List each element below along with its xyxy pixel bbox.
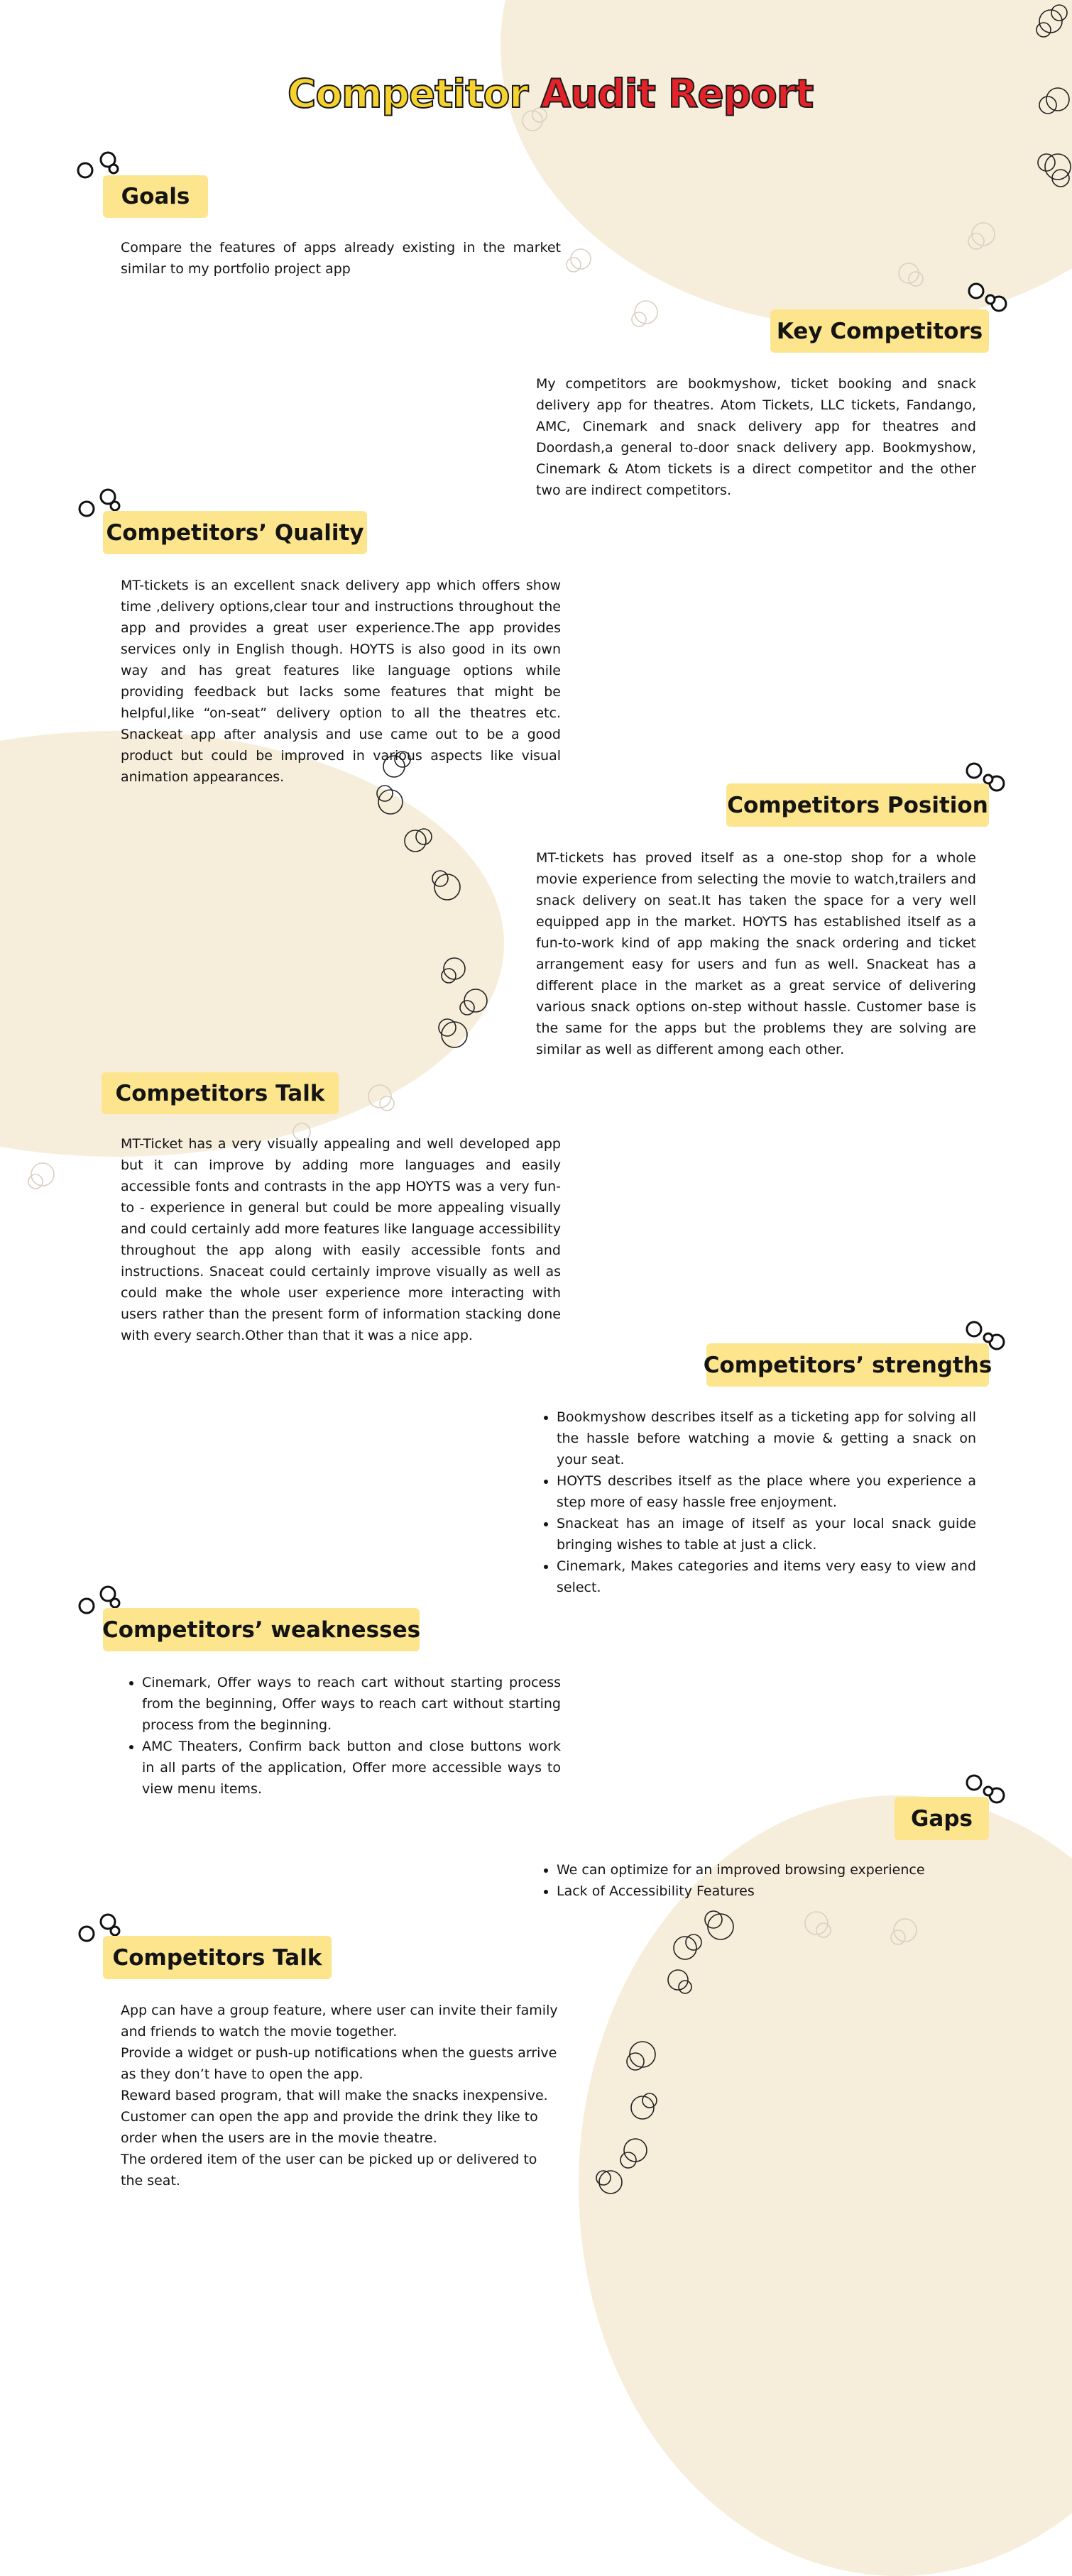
talk-line-5: The ordered item of the user can be picked up or delivered to the seat. <box>121 2152 537 2189</box>
strength-item-2: • HOYTS describes itself as the place where you experience a step more of easy hassle free enjoyment. <box>557 1470 976 1513</box>
weaknesses-heading: Competitors’ weaknesses <box>103 1608 420 1651</box>
weakness-item-2: • AMC Theaters, Confirm back button and close buttons work in all parts of the application, Offer more accessible ways to view menu items. <box>142 1736 561 1800</box>
gap-item-1: • We can optimize for an improved browsing experience <box>557 1859 976 1881</box>
gaps-list <box>540 1859 976 1902</box>
key-competitors-text: My competitors are bookmyshow, ticket booking and snack delivery app for theatres. Atom Tickets, LLC tickets, Fandango, AMC, Cinemark and snack delivery app for theatres and Doordash,a general to-door snack delivery app. Bookmyshow, Cinemark & Atom tickets is a direct competitor and the other two are indirect competitors. <box>536 376 976 498</box>
strength-item-3: • Snackeat has an image of itself as your local snack guide bringing wishes to table at just a click. <box>557 1513 976 1556</box>
strength-item-1: • Bookmyshow describes itself as a ticketing app for solving all the hassle before watching a movie & getting a snack on your seat. <box>557 1407 976 1470</box>
talk-line-4: Customer can open the app and provide the drink they like to order when the users are in the movie theatre. <box>121 2109 538 2146</box>
quality-text: MT-tickets is an excellent snack delivery app which offers show time ,delivery options,clear tour and instructions throughout the app and provides a great user experience.The app provides services only in English though. HOYTS is also good in its own way and has great features like language options while providing feedback but lacks some features that might be helpful,like “on-seat” delivery option to all the theatres etc. Snackeat app after analysis and use came out to be a good product but could be improved in various aspects like visual animation appearances. <box>121 578 561 785</box>
weaknesses-list <box>125 1672 561 1800</box>
talk-text-2 <box>121 2000 561 2191</box>
page-title-part1: Competitor <box>288 71 528 116</box>
talk-line-1: App can have a group feature, where user can invite their family and friends to watch the movie together. <box>121 2003 558 2040</box>
talk-line-2: Provide a widget or push-up notifications when the guests arrive as they don’t have to open the app. <box>121 2045 557 2082</box>
gap-item-2: • Lack of Accessibility Features <box>557 1881 976 1902</box>
goals-heading: Goals <box>103 175 208 218</box>
page-title <box>288 71 813 116</box>
talk-text-1: MT-Ticket has a very visually appealing and well developed app but it can improve by adding more languages and easily accessible fonts and contrasts in the app HOYTS was a very fun-to - experience in general but could be more appealing visually and could certainly add more features like language accessibility throughout the app along with easily accessible fonts and instructions. Snaceat could certainly improve visually as well as could make the whole user experience more interacting with users rather than the present form of information stacking done with every search.Other than that it was a nice app. <box>121 1136 561 1343</box>
position-heading: Competitors Position <box>726 783 989 827</box>
popcorn-icon <box>969 284 1006 311</box>
talk-heading-2: Competitors Talk <box>103 1936 332 1979</box>
strength-item-4: • Cinemark, Makes categories and items very easy to view and select. <box>557 1556 976 1598</box>
talk-line-3: Reward based program, that will make the snacks inexpensive. <box>121 2088 548 2103</box>
strengths-list <box>540 1407 976 1598</box>
page-title-part2: Audit Report <box>540 71 814 116</box>
quality-heading: Competitors’ Quality <box>103 511 367 554</box>
goals-text: Compare the features of apps already existing in the market similar to my portfolio project app <box>121 240 561 277</box>
weakness-item-1: • Cinemark, Offer ways to reach cart without starting process from the beginning, Offer ways to reach cart without starting process from the beginning. <box>142 1672 561 1736</box>
popcorn-icon <box>78 153 118 177</box>
gaps-heading: Gaps <box>895 1797 989 1840</box>
talk-heading-1: Competitors Talk <box>102 1072 339 1114</box>
key-competitors-heading: Key Competitors <box>770 309 989 353</box>
position-text: MT-tickets has proved itself as a one-stop shop for a whole movie experience from selecting the movie to watch,trailers and snack delivery on seat.It has taken the space for a very well equipped app in the market. HOYTS has established itself as a fun-to-work kind of app making the snack ordering and ticket arrangement easy for users and fun as well. Snackeat has a different place in the market as a great service of delivering various snack options on-step without hassle. Customer base is the same for the apps but the problems they are solving are similar as well as different among each other. <box>536 850 976 1057</box>
strengths-heading: Competitors’ strengths <box>706 1343 989 1387</box>
